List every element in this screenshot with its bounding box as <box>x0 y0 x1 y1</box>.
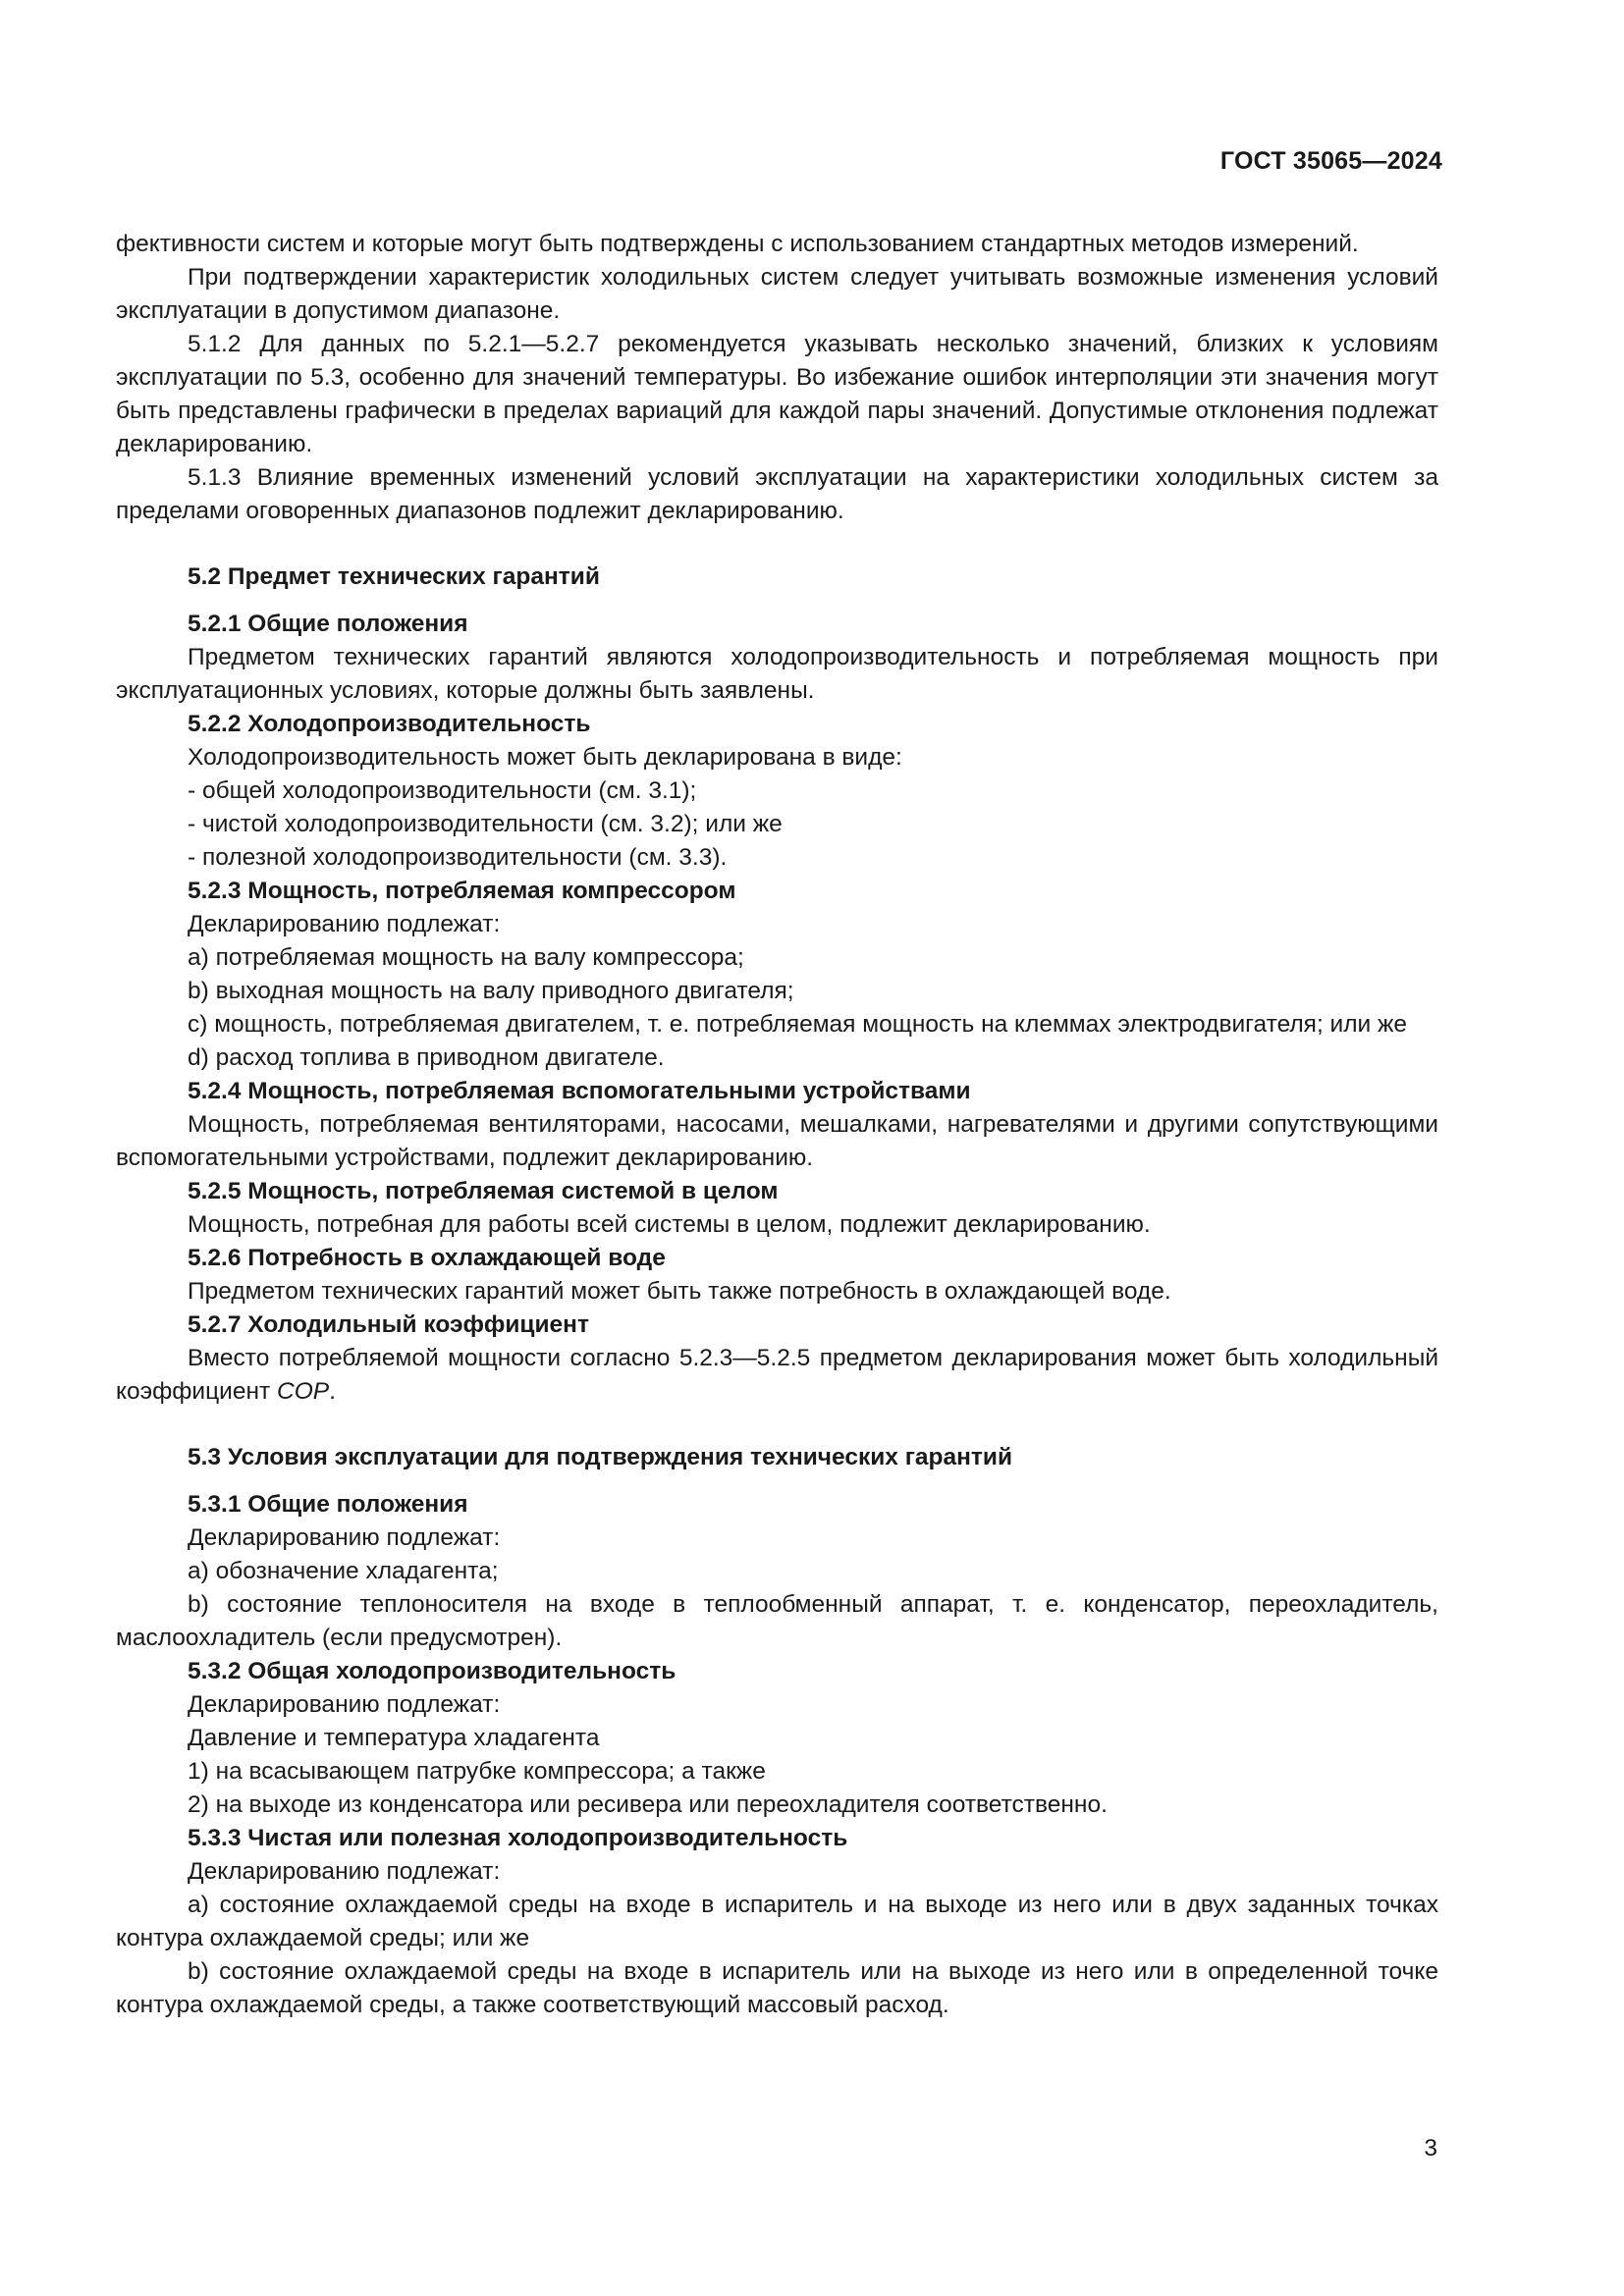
text-line: 1) на всасывающем патрубке компрессора; а также <box>188 1758 766 1785</box>
paragraph: a) состояние охлаждаемой среды на входе в испаритель и на выходе из него или в двух заданных точках контура охлаждаемой среды; или же <box>116 1892 1438 1951</box>
subsection-heading: 5.2.5 Мощность, потребляемая системой в целом <box>188 1178 779 1204</box>
paragraph: 5.1.3 Влияние временных изменений условий эксплуатации на характеристики холодильных систем за пределами оговоренных диапазонов подлежит декларированию. <box>116 464 1438 524</box>
page-number: 3 <box>1424 2135 1437 2162</box>
text-line: Декларированию подлежат: <box>188 1858 501 1885</box>
paragraph-tail: . <box>329 1378 336 1405</box>
text-line: b) выходная мощность на валу приводного двигателя; <box>188 978 794 1004</box>
subsection-heading: 5.2.1 Общие положения <box>188 611 468 637</box>
text-line: 2) на выходе из конденсатора или ресивера или переохладителя соответственно. <box>188 1791 1108 1818</box>
text-line: - общей холодопроизводительности (см. 3.1); <box>188 777 697 804</box>
subsection-heading: 5.2.4 Мощность, потребляемая вспомогательными устройствами <box>188 1078 971 1104</box>
text-line: a) потребляемая мощность на валу компрессора; <box>188 944 744 971</box>
text-line: Мощность, потребная для работы всей системы в целом, подлежит декларированию. <box>188 1211 1151 1238</box>
subsection-heading: 5.3.3 Чистая или полезная холодопроизводительность <box>188 1825 848 1851</box>
subsection-heading: 5.2.6 Потребность в охлаждающей воде <box>188 1245 666 1271</box>
text-line: a) обозначение хладагента; <box>188 1558 499 1584</box>
paragraph-continuation: фективности систем и которые могут быть подтверждены с использованием стандартных методов измерений. <box>116 231 1359 257</box>
text-line: Декларированию подлежат: <box>188 911 501 937</box>
subsection-heading: 5.2.2 Холодопроизводительность <box>188 711 591 737</box>
text-line: Давление и температура хладагента <box>188 1725 600 1751</box>
section-heading: 5.3 Условия эксплуатации для подтверждения технических гарантий <box>188 1444 1013 1470</box>
paragraph: 5.1.2 Для данных по 5.2.1—5.2.7 рекомендуется указывать несколько значений, близких к условиям эксплуатации по 5.3, особенно для значений температуры. Во избежание ошибок интерполяции эти значения могут быть представлены графически в пределах вариаций для каждой пары значений. Допустимые отклонения подлежат декларированию. <box>116 331 1438 457</box>
paragraph: b) состояние охлаждаемой среды на входе в испаритель или на выходе из него или в определенной точке контура охлаждаемой среды, а также соответствующий массовый расход. <box>116 1958 1438 2018</box>
text-line: d) расход топлива в приводном двигателе. <box>188 1044 665 1071</box>
document-body <box>116 228 1438 2022</box>
section-heading: 5.2 Предмет технических гарантий <box>188 563 600 590</box>
text-line: Декларированию подлежат: <box>188 1524 501 1551</box>
text-line: - чистой холодопроизводительности (см. 3.2); или же <box>188 811 783 837</box>
paragraph <box>116 1342 1438 1409</box>
cop-term: COP <box>277 1378 330 1405</box>
paragraph: c) мощность, потребляемая двигателем, т. е. потребляемая мощность на клеммах электродвигателя; или же <box>188 1011 1408 1038</box>
text-line: Декларированию подлежат: <box>188 1691 501 1718</box>
standard-code-header: ГОСТ 35065—2024 <box>1219 147 1442 175</box>
subsection-heading: 5.3.2 Общая холодопроизводительность <box>188 1658 677 1684</box>
text-line: Холодопроизводительность может быть декларирована в виде: <box>188 744 902 771</box>
subsection-heading: 5.2.3 Мощность, потребляемая компрессором <box>188 878 736 904</box>
paragraph: Предметом технических гарантий являются холодопроизводительность и потребляемая мощность при эксплуатационных условиях, которые должны быть заявлены. <box>116 644 1438 704</box>
text-line: - полезной холодопроизводительности (см. 3.3). <box>188 844 728 871</box>
subsection-heading: 5.3.1 Общие положения <box>188 1491 468 1518</box>
text-line: Предметом технических гарантий может быть также потребность в охлаждающей воде. <box>188 1278 1171 1305</box>
paragraph-text: Вместо потребляемой мощности согласно 5.2.3—5.2.5 предметом декларирования может быть холодильный коэффициент <box>116 1345 1438 1405</box>
paragraph: b) состояние теплоносителя на входе в теплообменный аппарат, т. е. конденсатор, переохладитель, маслоохладитель (если предусмотрен). <box>116 1591 1438 1651</box>
subsection-heading: 5.2.7 Холодильный коэффициент <box>188 1311 589 1338</box>
paragraph: Мощность, потребляемая вентиляторами, насосами, мешалками, нагревателями и другими сопутствующими вспомогательными устройствами, подлежит декларированию. <box>116 1111 1438 1171</box>
paragraph: При подтверждении характеристик холодильных систем следует учитывать возможные изменения условий эксплуатации в допустимом диапазоне. <box>116 264 1438 324</box>
